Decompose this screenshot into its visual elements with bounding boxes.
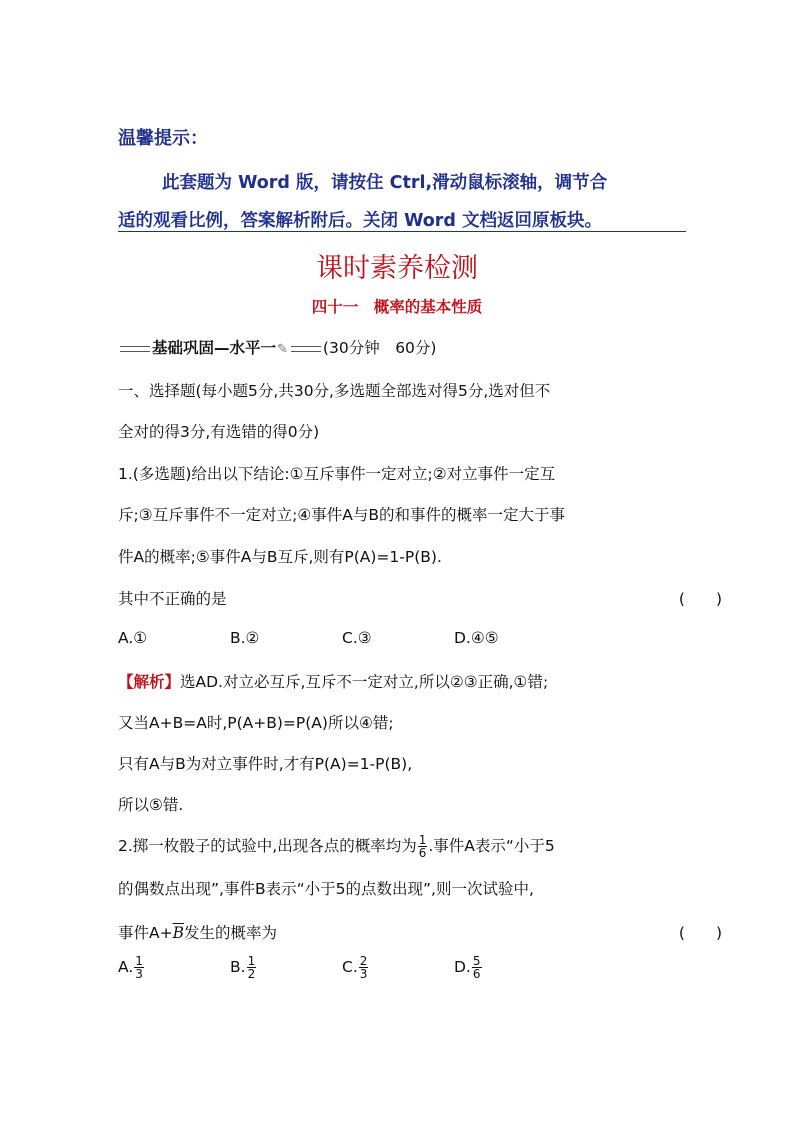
q2-option-b-label: B.	[230, 958, 246, 976]
q1-option-c: C.③	[342, 629, 372, 647]
q2-fraction-num: 1	[418, 833, 427, 847]
q2-option-a-frac	[134, 955, 144, 980]
q1-explain-line-4: 所以⑤错.	[118, 796, 184, 814]
q1-explain-line-2: 又当A+B=A时,P(A+B)=P(A)所以④错;	[118, 714, 394, 732]
tip-line-1: 此套题为 Word 版，请按住 Ctrl,滑动鼠标滚轴，调节合	[162, 173, 608, 193]
section-time: (30分钟 60分)	[322, 339, 437, 357]
q2-option-b-frac	[247, 955, 257, 980]
q2-option-d-num: 5	[472, 954, 481, 968]
q1-line-2: 斥;③互斥事件不一定对立;④事件A与B的和事件的概率一定大于事	[118, 506, 565, 524]
q2-option-c-frac	[359, 955, 369, 980]
q2-fraction	[418, 834, 428, 859]
q1-line-3: 件A的概率;⑤事件A与B互斥,则有P(A)=1-P(B).	[118, 548, 442, 566]
q1-explain-line-3: 只有A与B为对立事件时,才有P(A)=1-P(B),	[118, 755, 413, 773]
q2-line-3-tail: 发生的概率为	[183, 924, 277, 942]
q2-option-c-den: 3	[359, 967, 368, 981]
section-label: 基础巩固—水平一	[152, 339, 277, 357]
q2-fraction-den: 6	[418, 846, 427, 860]
q1-explain-line-1	[118, 670, 548, 692]
q1-line-4: 其中不正确的是	[118, 590, 227, 608]
q1-options	[118, 629, 566, 647]
q2-option-a-label: A.	[118, 958, 134, 976]
tip-underline	[118, 231, 686, 232]
part1-line-2: 全对的得3分,有选错的得0分)	[118, 423, 320, 441]
part1-line-1: 一、选择题(每小题5分,共30分,多选题全部选对得5分,选对但不	[118, 382, 551, 400]
q2-option-c-num: 2	[359, 954, 368, 968]
q2-line-1	[118, 834, 555, 859]
q2-option-b	[230, 955, 342, 980]
document-subtitle: 四十一 概率的基本性质	[311, 297, 483, 316]
q2-line-2: 的偶数点出现”,事件B表示“小于5的点数出现”,则一次试验中,	[118, 880, 534, 898]
section-header	[118, 336, 436, 358]
q2-option-d	[454, 955, 566, 980]
q2-b-complement: $\overline{B}$	[172, 924, 184, 942]
q2-option-c	[342, 955, 454, 980]
q1-answer-bracket: ( )	[678, 590, 722, 608]
q1-option-a: A.①	[118, 629, 148, 647]
q2-option-b-den: 2	[247, 967, 256, 981]
explain-tag: 【解析】	[118, 673, 181, 691]
q2-option-d-label: D.	[454, 958, 471, 976]
q2-line-3	[118, 921, 277, 943]
tip-title: 温馨提示：	[118, 128, 208, 149]
q2-option-a-den: 3	[135, 967, 143, 981]
q2-line-3-text: 事件A+	[118, 924, 173, 942]
q2-options	[118, 955, 566, 980]
section-right-rule	[291, 346, 321, 352]
q2-answer-bracket: ( )	[678, 924, 722, 942]
pencil-icon: ✎	[277, 342, 288, 357]
q2-option-a-num: 1	[135, 954, 143, 968]
q2-option-b-num: 1	[247, 954, 256, 968]
q1-option-b: B.②	[230, 629, 260, 647]
q1-option-d: D.④⑤	[454, 629, 499, 647]
q1-explain-text-1: 选AD.对立必互斥,互斥不一定对立,所以②③正确,①错;	[180, 673, 549, 691]
q2-option-d-den: 6	[472, 967, 481, 981]
q2-option-d-frac	[472, 955, 482, 980]
q2-option-a	[118, 955, 230, 980]
document-title: 课时素养检测	[316, 253, 478, 284]
q2-line-1-tail: .事件A表示“小于5	[428, 837, 555, 855]
section-left-rule	[120, 346, 150, 352]
q1-line-1: 1.(多选题)给出以下结论:①互斥事件一定对立;②对立事件一定互	[118, 465, 556, 483]
tip-line-2: 适的观看比例，答案解析附后。关闭 Word 文档返回原板块。	[118, 211, 603, 231]
q2-line-1-text: 2.掷一枚骰子的试验中,出现各点的概率均为	[118, 837, 417, 855]
q2-option-c-label: C.	[342, 958, 358, 976]
